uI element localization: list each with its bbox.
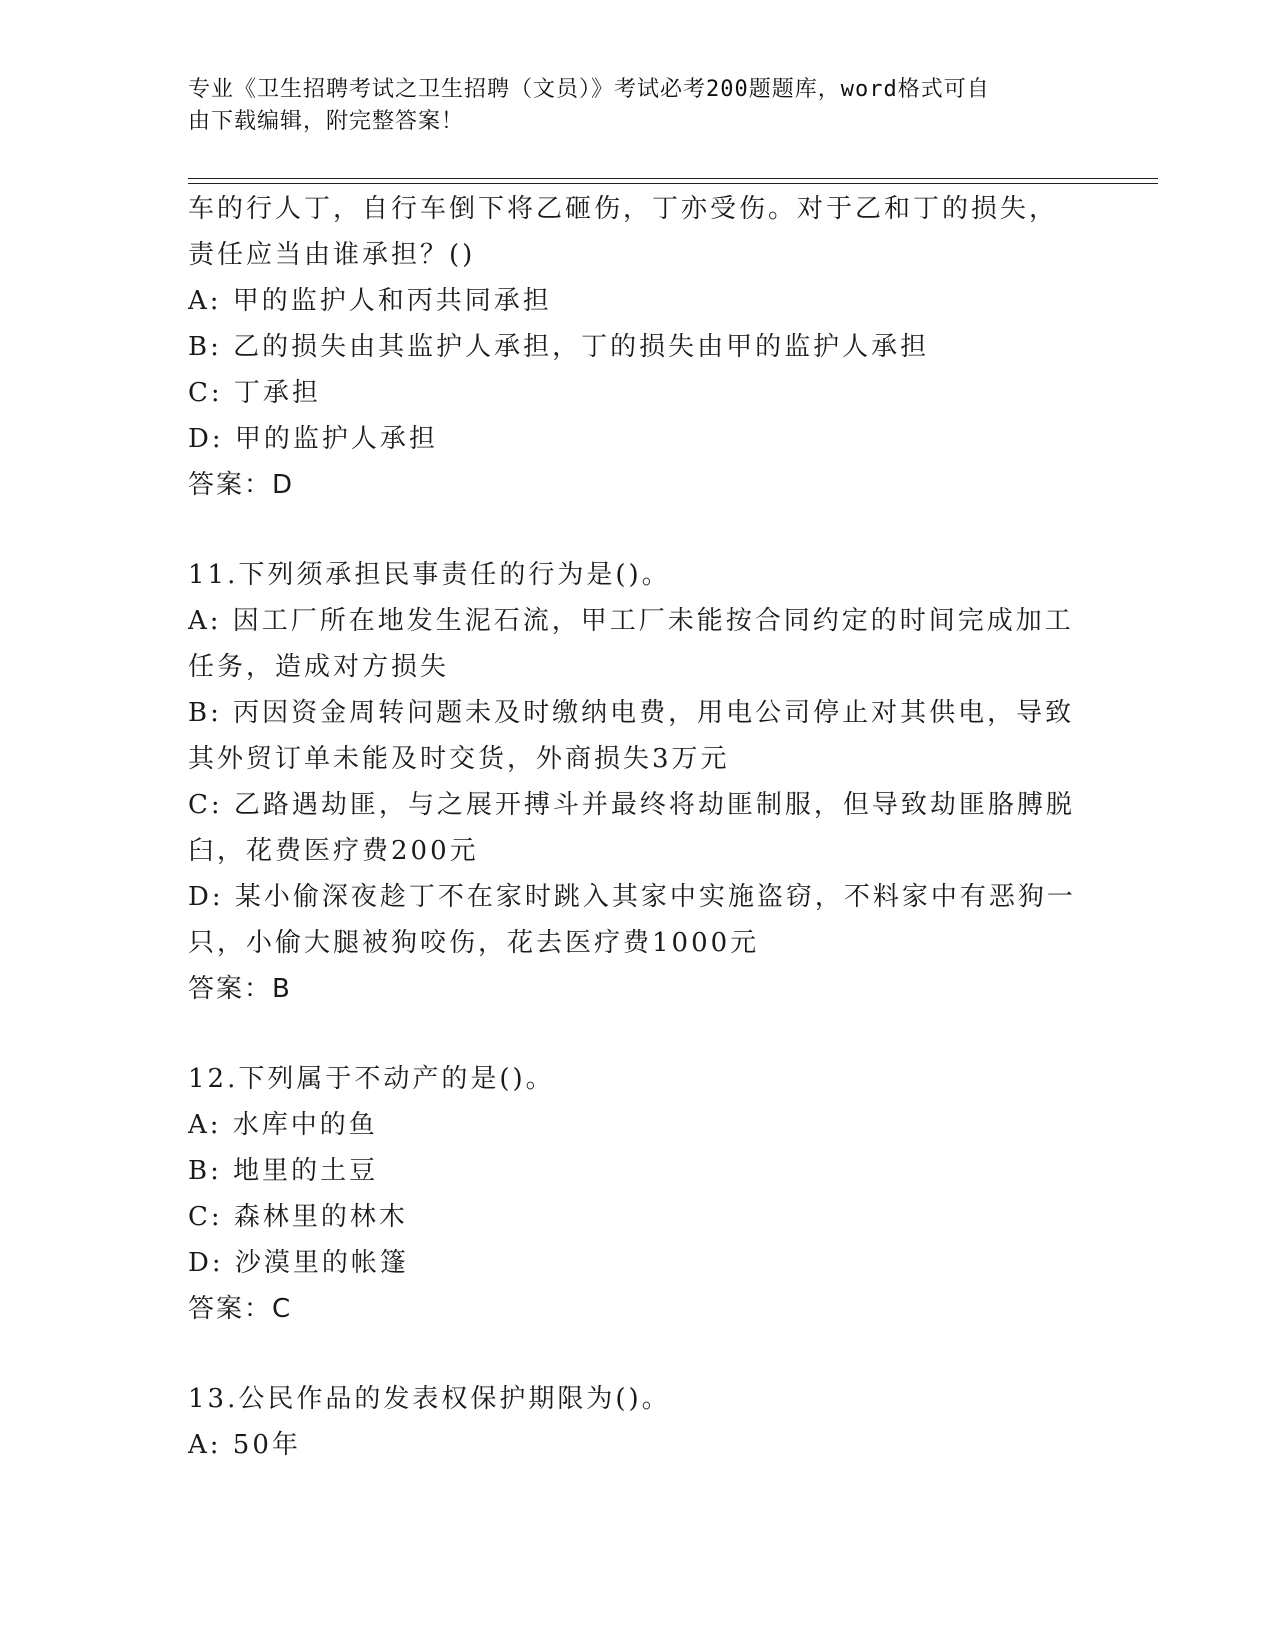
option-a: A: 50年: [188, 1430, 301, 1460]
option-c: C: 丁承担: [188, 378, 321, 408]
question-13: [188, 1376, 1088, 1468]
header-title-line-1: 专业《卫生招聘考试之卫生招聘（文员）》考试必考200题题库，word格式可自: [188, 77, 990, 102]
question-10: [188, 186, 1088, 508]
question-11: [188, 552, 1088, 1012]
option-c: C: 乙路遇劫匪，与之展开搏斗并最终将劫匪制服，但导致劫匪胳膊脱: [188, 790, 1075, 820]
spacer: [188, 508, 1088, 552]
document-header: [188, 74, 1068, 138]
header-divider-bottom: [188, 183, 1158, 184]
option-b: B: 乙的损失由其监护人承担，丁的损失由甲的监护人承担: [188, 332, 930, 362]
question-stem: 责任应当由谁承担？(): [188, 240, 476, 270]
option-a: A: 因工厂所在地发生泥石流，甲工厂未能按合同约定的时间完成加工: [188, 606, 1074, 636]
header-title-line-2: 由下载编辑，附完整答案！: [188, 109, 465, 134]
question-stem: 11.下列须承担民事责任的行为是()。: [188, 560, 671, 590]
spacer: [188, 1012, 1088, 1056]
option-d: D: 某小偷深夜趁丁不在家时跳入其家中实施盗窃，不料家中有恶狗一: [188, 882, 1076, 912]
question-12: [188, 1056, 1088, 1332]
option-c-continued: 臼，花费医疗费200元: [188, 836, 479, 866]
header-divider-top: [188, 178, 1158, 179]
question-stem: 12.下列属于不动产的是()。: [188, 1064, 555, 1094]
spacer: [188, 1332, 1088, 1376]
option-a: A: 甲的监护人和丙共同承担: [188, 286, 552, 316]
option-a-continued: 任务，造成对方损失: [188, 652, 450, 682]
question-stem: 车的行人丁，自行车倒下将乙砸伤，丁亦受伤。对于乙和丁的损失，: [188, 194, 1059, 224]
option-a: A: 水库中的鱼: [188, 1110, 378, 1140]
option-b: B: 地里的土豆: [188, 1156, 379, 1186]
question-list: [188, 186, 1088, 1468]
answer: 答案：C: [188, 1294, 293, 1324]
option-b: B: 丙因资金周转问题未及时缴纳电费，用电公司停止对其供电，导致: [188, 698, 1075, 728]
option-c: C: 森林里的林木: [188, 1202, 408, 1232]
option-b-continued: 其外贸订单未能及时交货，外商损失3万元: [188, 744, 730, 774]
option-d-continued: 只，小偷大腿被狗咬伤，花去医疗费1000元: [188, 928, 760, 958]
answer: 答案：B: [188, 974, 292, 1004]
question-stem: 13.公民作品的发表权保护期限为()。: [188, 1384, 671, 1414]
option-d: D: 沙漠里的帐篷: [188, 1248, 409, 1278]
answer: 答案：D: [188, 470, 295, 500]
option-d: D: 甲的监护人承担: [188, 424, 438, 454]
